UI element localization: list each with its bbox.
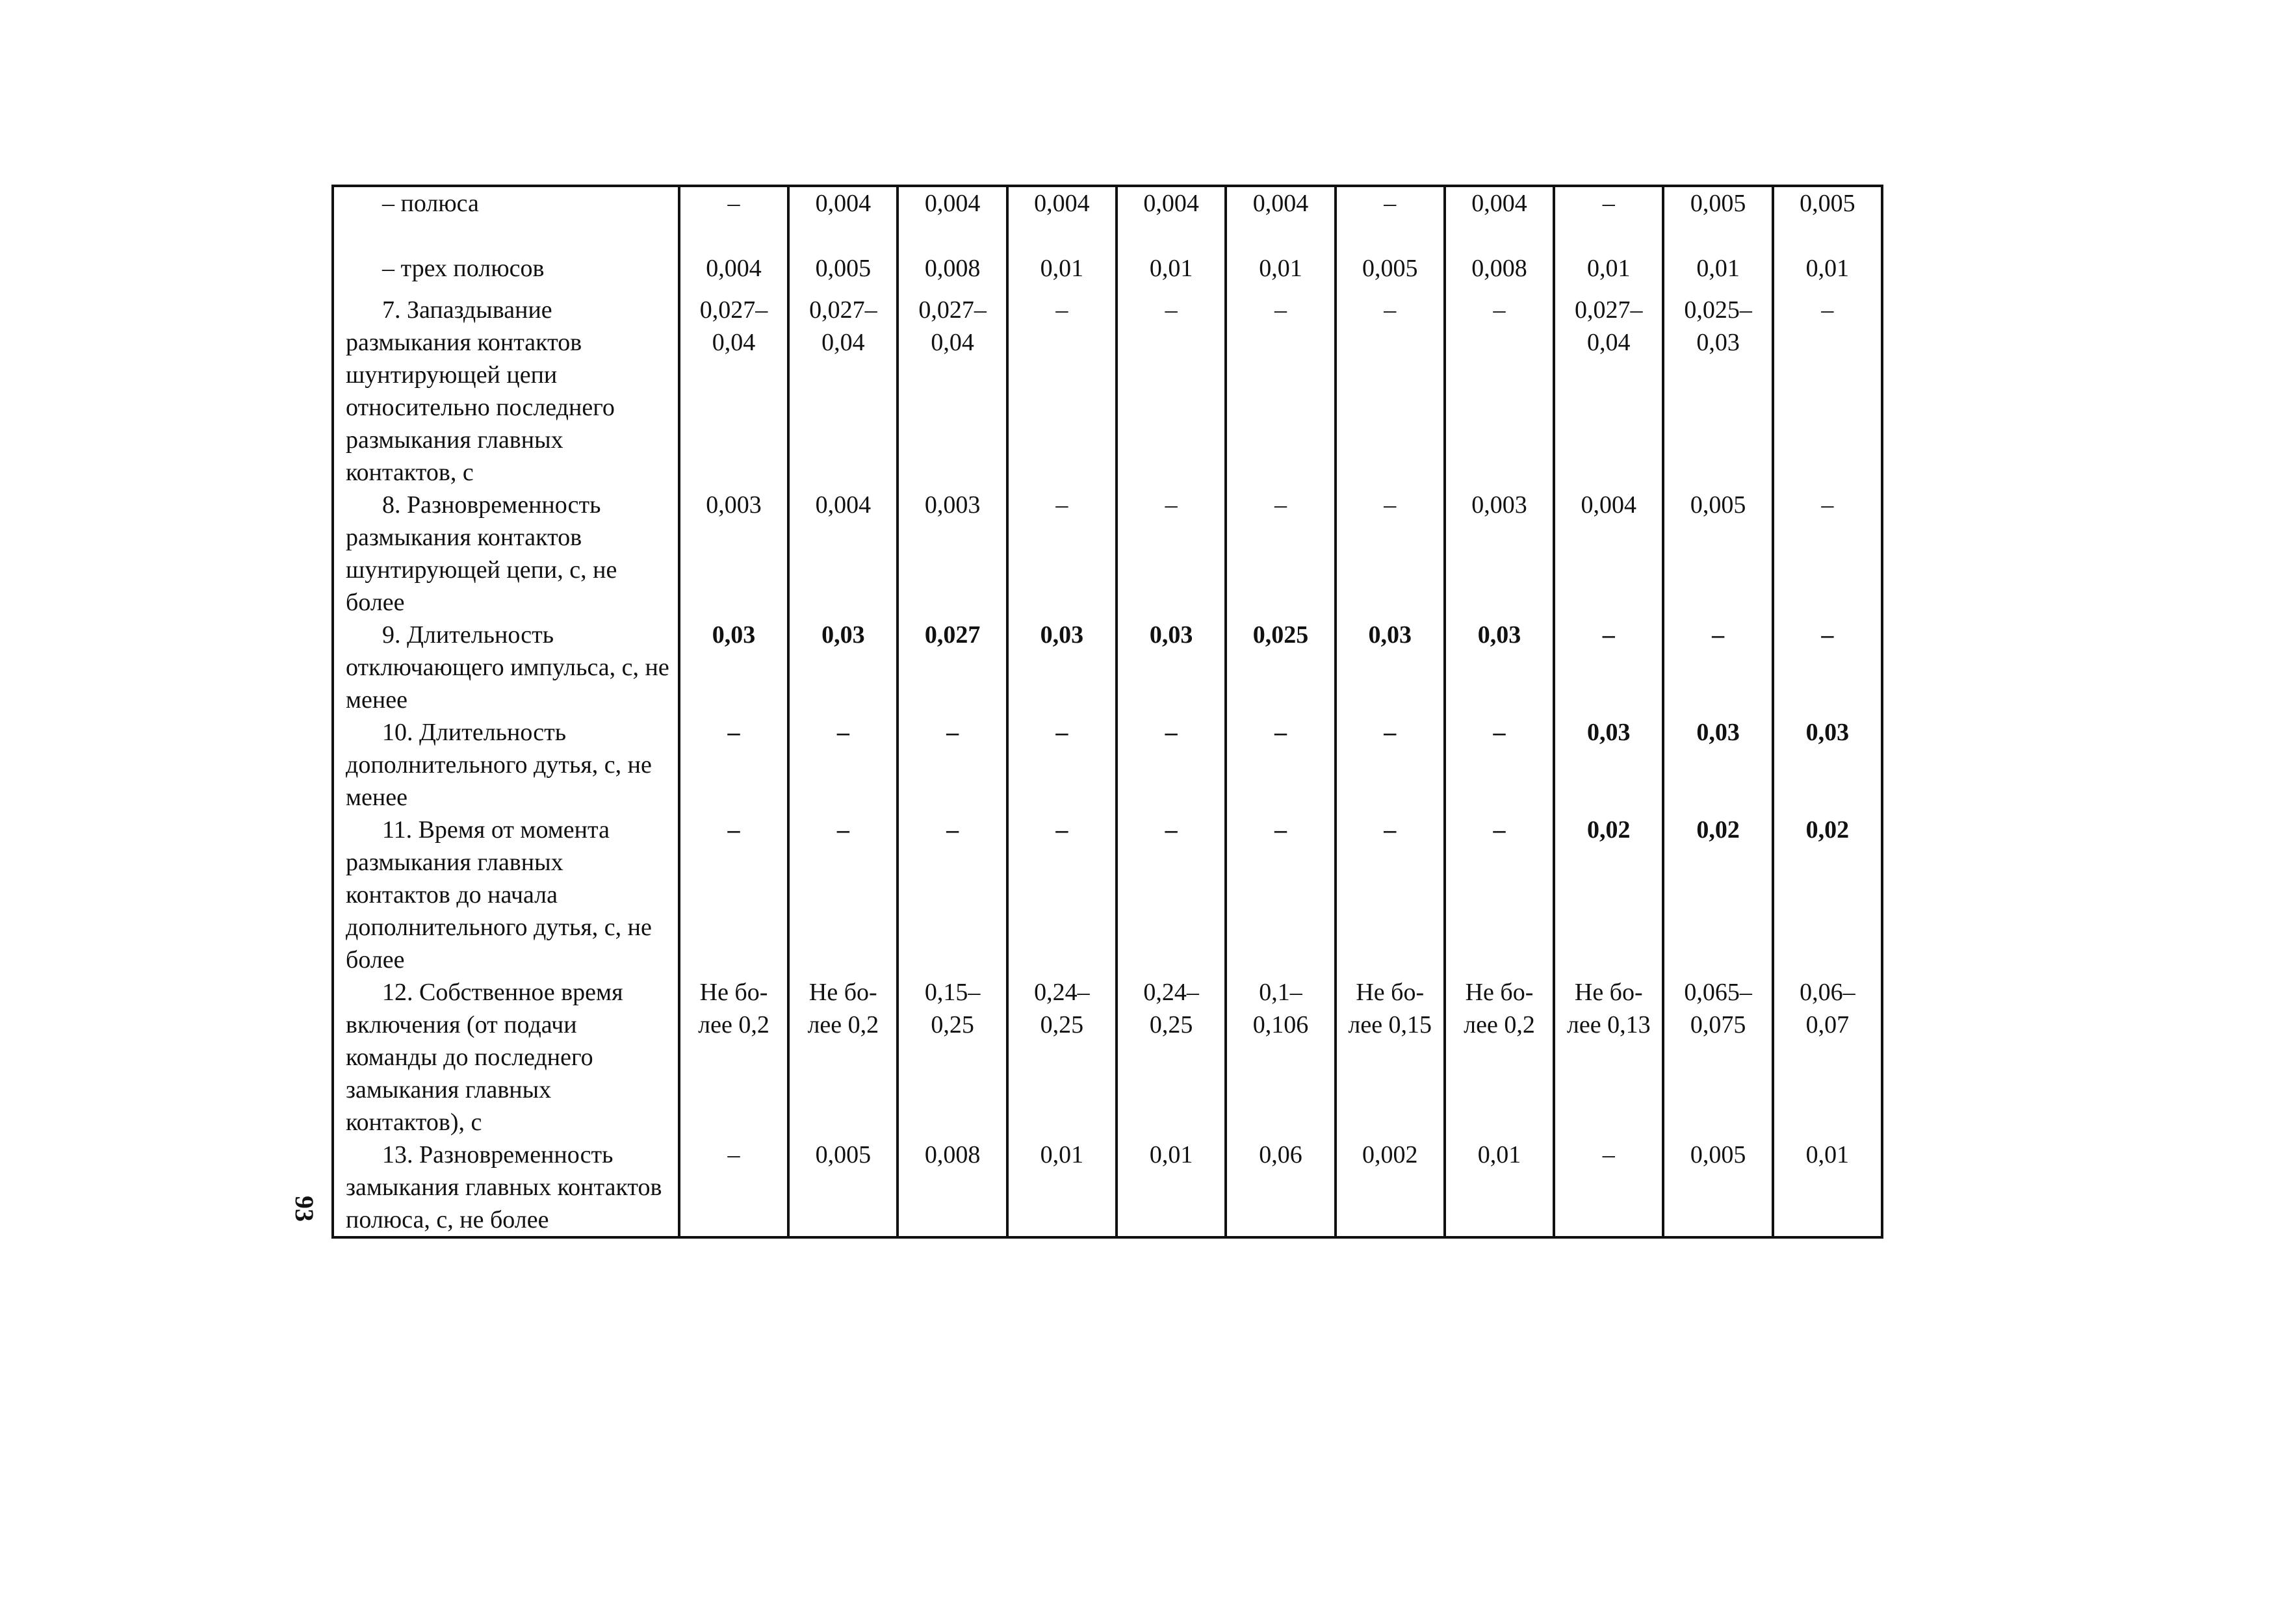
cell-value: 0,027– 0,04: [809, 296, 877, 356]
table-row: [333, 489, 1882, 619]
value-cell: [1445, 489, 1554, 619]
cell-value: 0,004: [1471, 190, 1527, 217]
cell-value: 0,027– 0,04: [1575, 296, 1643, 356]
value-cell: [1773, 252, 1882, 294]
row-label: – трех полюсов: [382, 255, 545, 282]
value-cell: [1336, 619, 1445, 716]
value-cell: [1554, 294, 1663, 489]
value-cell: [1773, 619, 1882, 716]
cell-value: 0,004: [1252, 190, 1309, 217]
table-row: [333, 252, 1882, 294]
value-cell: [1007, 186, 1117, 252]
cell-value: 0,01: [1696, 255, 1740, 282]
cell-value: 0,027: [924, 621, 981, 649]
value-cell: [1007, 976, 1117, 1139]
cell-value: 0,24– 0,25: [1143, 979, 1199, 1038]
cell-value: –: [946, 719, 959, 746]
value-cell: [1226, 716, 1335, 814]
cell-value: 0,065– 0,075: [1684, 979, 1752, 1038]
cell-value: 0,027– 0,04: [918, 296, 987, 356]
cell-value: 0,005: [1362, 255, 1418, 282]
value-cell: [788, 1139, 898, 1237]
row-label-cell: [333, 1139, 679, 1237]
cell-value: –: [1055, 816, 1068, 844]
value-cell: [1007, 716, 1117, 814]
value-cell: [1336, 1139, 1445, 1237]
value-cell: [1445, 619, 1554, 716]
cell-value: –: [1602, 1141, 1615, 1168]
value-cell: [1226, 489, 1335, 619]
value-cell: [1007, 489, 1117, 619]
value-cell: [1007, 814, 1117, 976]
cell-value: 0,03: [821, 621, 865, 649]
cell-value: 0,027– 0,04: [699, 296, 768, 356]
cell-value: –: [1384, 296, 1397, 324]
cell-value: –: [1274, 296, 1287, 324]
value-cell: [679, 1139, 788, 1237]
cell-value: 0,004: [815, 491, 872, 519]
value-cell: [679, 716, 788, 814]
value-cell: [1663, 489, 1772, 619]
cell-value: 0,01: [1040, 255, 1084, 282]
value-cell: [1445, 1139, 1554, 1237]
value-cell: [1117, 294, 1226, 489]
cell-value: 0,03: [1696, 719, 1740, 746]
row-label-cell: [333, 814, 679, 976]
value-cell: [1007, 619, 1117, 716]
value-cell: [1445, 716, 1554, 814]
row-label-cell: [333, 976, 679, 1139]
cell-value: 0,24– 0,25: [1034, 979, 1090, 1038]
cell-value: –: [1165, 719, 1178, 746]
cell-value: –: [1384, 816, 1397, 844]
value-cell: [1007, 252, 1117, 294]
value-cell: [679, 252, 788, 294]
cell-value: –: [1712, 621, 1725, 649]
cell-value: 0,06– 0,07: [1800, 979, 1855, 1038]
value-cell: [1773, 294, 1882, 489]
cell-value: 0,03: [1368, 621, 1412, 649]
table-row: [333, 1139, 1882, 1237]
value-cell: [1663, 1139, 1772, 1237]
cell-value: 0,004: [706, 255, 762, 282]
value-cell: [898, 976, 1007, 1139]
value-cell: [788, 976, 898, 1139]
value-cell: [1554, 1139, 1663, 1237]
cell-value: 0,005: [815, 1141, 872, 1168]
cell-value: –: [1055, 719, 1068, 746]
value-cell: [1226, 252, 1335, 294]
value-cell: [1117, 1139, 1226, 1237]
cell-value: 0,008: [924, 255, 981, 282]
value-cell: [898, 252, 1007, 294]
cell-value: 0,005: [815, 255, 872, 282]
cell-value: Не бо- лее 0,2: [1464, 979, 1535, 1038]
cell-value: Не бо- лее 0,2: [807, 979, 879, 1038]
cell-value: 0,003: [924, 491, 981, 519]
cell-value: –: [1493, 296, 1506, 324]
value-cell: [1663, 186, 1772, 252]
cell-value: 0,025: [1252, 621, 1309, 649]
cell-value: 0,01: [1149, 1141, 1193, 1168]
cell-value: 0,01: [1587, 255, 1631, 282]
cell-value: –: [1165, 816, 1178, 844]
value-cell: [1773, 814, 1882, 976]
cell-value: –: [1821, 296, 1834, 324]
cell-value: 0,15– 0,25: [924, 979, 981, 1038]
cell-value: Не бо- лее 0,15: [1348, 979, 1432, 1038]
cell-value: 0,01: [1477, 1141, 1521, 1168]
value-cell: [1117, 489, 1226, 619]
row-label-cell: [333, 294, 679, 489]
value-cell: [1117, 186, 1226, 252]
row-label-cell: [333, 186, 679, 252]
cell-value: –: [1274, 816, 1287, 844]
table-body: [333, 186, 1882, 1237]
value-cell: [1226, 294, 1335, 489]
value-cell: [1117, 976, 1226, 1139]
value-cell: [1554, 186, 1663, 252]
cell-value: 0,01: [1805, 255, 1850, 282]
row-label-cell: [333, 489, 679, 619]
cell-value: –: [1493, 719, 1506, 746]
value-cell: [1336, 252, 1445, 294]
value-cell: [1445, 252, 1554, 294]
value-cell: [898, 716, 1007, 814]
value-cell: [1336, 716, 1445, 814]
row-label: – полюса: [382, 190, 479, 217]
value-cell: [679, 489, 788, 619]
value-cell: [1663, 976, 1772, 1139]
cell-value: 0,01: [1805, 1141, 1850, 1168]
cell-value: 0,004: [815, 190, 872, 217]
value-cell: [1117, 814, 1226, 976]
cell-value: –: [836, 816, 849, 844]
cell-value: 0,008: [1471, 255, 1527, 282]
table-row: [333, 294, 1882, 489]
cell-value: –: [1821, 491, 1834, 519]
table-row: [333, 186, 1882, 252]
value-cell: [1663, 619, 1772, 716]
value-cell: [1226, 976, 1335, 1139]
cell-value: 0,004: [924, 190, 981, 217]
value-cell: [1226, 1139, 1335, 1237]
cell-value: 0,03: [1149, 621, 1193, 649]
value-cell: [1445, 814, 1554, 976]
value-cell: [1336, 814, 1445, 976]
value-cell: [788, 252, 898, 294]
cell-value: 0,002: [1362, 1141, 1418, 1168]
cell-value: 0,01: [1040, 1141, 1084, 1168]
value-cell: [898, 294, 1007, 489]
value-cell: [1773, 489, 1882, 619]
value-cell: [1226, 619, 1335, 716]
value-cell: [898, 1139, 1007, 1237]
cell-value: –: [1602, 621, 1615, 649]
value-cell: [898, 814, 1007, 976]
cell-value: 0,005: [1690, 491, 1746, 519]
value-cell: [898, 619, 1007, 716]
page-number: 93: [290, 1196, 319, 1222]
value-cell: [1773, 976, 1882, 1139]
cell-value: –: [1165, 296, 1178, 324]
spec-table: [331, 185, 1883, 1239]
cell-value: 0,004: [1034, 190, 1090, 217]
value-cell: [1226, 814, 1335, 976]
value-cell: [1773, 1139, 1882, 1237]
cell-value: –: [727, 1141, 740, 1168]
value-cell: [1117, 619, 1226, 716]
table-row: [333, 814, 1882, 976]
cell-value: –: [1602, 190, 1615, 217]
value-cell: [1663, 814, 1772, 976]
value-cell: [679, 814, 788, 976]
value-cell: [1554, 976, 1663, 1139]
cell-value: Не бо- лее 0,13: [1566, 979, 1651, 1038]
value-cell: [679, 976, 788, 1139]
cell-value: 0,01: [1149, 255, 1193, 282]
cell-value: 0,03: [1477, 621, 1521, 649]
cell-value: 0,005: [1800, 190, 1855, 217]
value-cell: [679, 294, 788, 489]
cell-value: –: [1821, 621, 1834, 649]
cell-value: –: [727, 719, 740, 746]
cell-value: –: [1384, 719, 1397, 746]
cell-value: 0,1– 0,106: [1252, 979, 1309, 1038]
value-cell: [1336, 186, 1445, 252]
cell-value: 0,005: [1690, 1141, 1746, 1168]
value-cell: [788, 186, 898, 252]
cell-value: 0,01: [1259, 255, 1302, 282]
value-cell: [1445, 186, 1554, 252]
cell-value: –: [946, 816, 959, 844]
value-cell: [788, 619, 898, 716]
value-cell: [679, 186, 788, 252]
value-cell: [898, 186, 1007, 252]
table-row: [333, 619, 1882, 716]
value-cell: [679, 619, 788, 716]
cell-value: 0,02: [1587, 816, 1631, 844]
cell-value: –: [836, 719, 849, 746]
table-row: [333, 716, 1882, 814]
row-label: 10. Длительность дополнительного дутья, с, не менее: [346, 719, 652, 811]
value-cell: [1336, 294, 1445, 489]
cell-value: –: [1384, 190, 1397, 217]
value-cell: [1117, 252, 1226, 294]
cell-value: 0,03: [1040, 621, 1084, 649]
value-cell: [1554, 252, 1663, 294]
value-cell: [1554, 814, 1663, 976]
cell-value: 0,003: [706, 491, 762, 519]
cell-value: 0,003: [1471, 491, 1527, 519]
value-cell: [1663, 294, 1772, 489]
value-cell: [898, 489, 1007, 619]
row-label-cell: [333, 252, 679, 294]
row-label-cell: [333, 619, 679, 716]
cell-value: 0,025– 0,03: [1684, 296, 1752, 356]
cell-value: 0,02: [1805, 816, 1850, 844]
cell-value: –: [727, 816, 740, 844]
cell-value: 0,004: [1143, 190, 1199, 217]
cell-value: –: [1055, 296, 1068, 324]
row-label: 7. Запаздывание размыкания контактов шунтирующей цепи относительно последнего размыкания главных контактов, с: [346, 296, 615, 486]
row-label: 13. Разновременность замыкания главных контактов полюса, с, не более: [346, 1141, 662, 1233]
row-label: 12. Собственное время включения (от подачи команды до последнего замыкания главных контактов), с: [346, 979, 623, 1136]
value-cell: [1336, 976, 1445, 1139]
cell-value: 0,005: [1690, 190, 1746, 217]
value-cell: [788, 716, 898, 814]
cell-value: 0,03: [1587, 719, 1631, 746]
value-cell: [1773, 716, 1882, 814]
cell-value: 0,008: [924, 1141, 981, 1168]
cell-value: 0,02: [1696, 816, 1740, 844]
value-cell: [1663, 252, 1772, 294]
cell-value: –: [1055, 491, 1068, 519]
cell-value: –: [1165, 491, 1178, 519]
value-cell: [1007, 1139, 1117, 1237]
value-cell: [1445, 976, 1554, 1139]
cell-value: 0,03: [1805, 719, 1850, 746]
value-cell: [1554, 619, 1663, 716]
value-cell: [788, 489, 898, 619]
cell-value: 0,004: [1581, 491, 1637, 519]
row-label-cell: [333, 716, 679, 814]
value-cell: [1226, 186, 1335, 252]
table-row: [333, 976, 1882, 1139]
value-cell: [1554, 489, 1663, 619]
cell-value: –: [1384, 491, 1397, 519]
value-cell: [1554, 716, 1663, 814]
value-cell: [788, 294, 898, 489]
cell-value: 0,03: [712, 621, 756, 649]
value-cell: [1445, 294, 1554, 489]
row-label: 8. Разновременность размыкания контактов шунтирующей цепи, с, не более: [346, 491, 617, 616]
value-cell: [1336, 489, 1445, 619]
value-cell: [1663, 716, 1772, 814]
value-cell: [1117, 716, 1226, 814]
row-label: 9. Длительность отключающего импульса, с, не менее: [346, 621, 669, 714]
row-label: 11. Время от момента размыкания главных контактов до начала дополнительного дутья, с, не более: [346, 816, 652, 973]
cell-value: –: [1493, 816, 1506, 844]
cell-value: –: [1274, 491, 1287, 519]
value-cell: [1773, 186, 1882, 252]
cell-value: Не бо- лее 0,2: [698, 979, 769, 1038]
cell-value: –: [727, 190, 740, 217]
value-cell: [788, 814, 898, 976]
cell-value: 0,06: [1259, 1141, 1302, 1168]
cell-value: –: [1274, 719, 1287, 746]
value-cell: [1007, 294, 1117, 489]
